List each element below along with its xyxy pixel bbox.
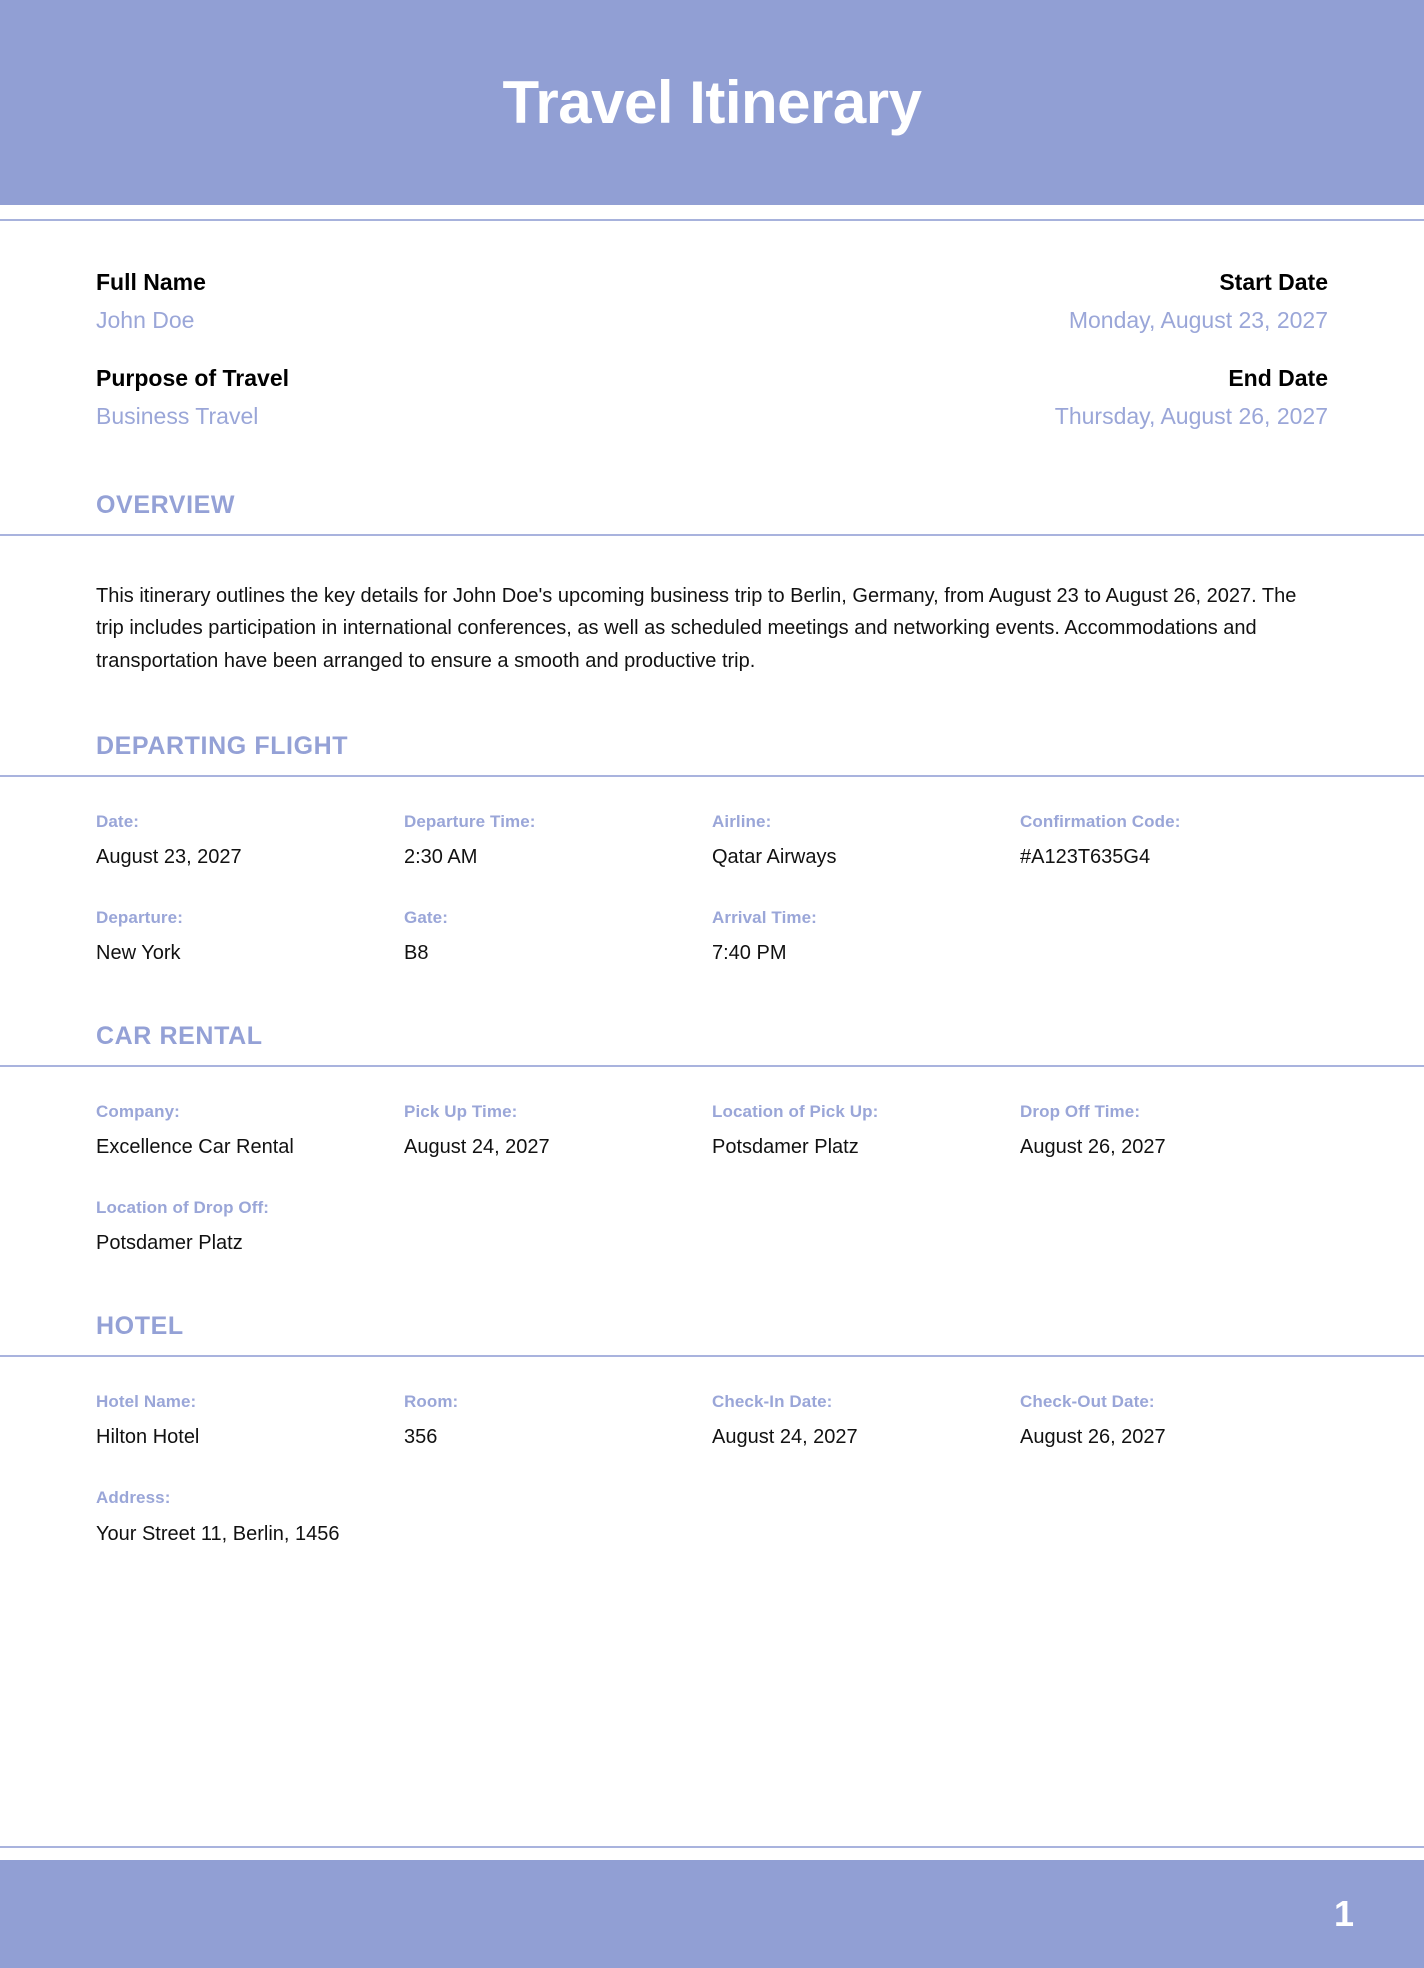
field-value: Hilton Hotel <box>96 1426 200 1449</box>
footer-gap <box>0 1848 1424 1860</box>
field-cell-empty <box>712 1197 1020 1257</box>
field-label: Departure: <box>96 908 183 928</box>
hotel-row-2 <box>96 1487 1328 1547</box>
field-cell <box>96 907 404 967</box>
field-value: #A123T635G4 <box>1020 846 1151 869</box>
field-label: Check-Out Date: <box>1020 1392 1155 1412</box>
field-cell <box>712 907 1020 967</box>
hotel-heading: HOTEL <box>96 1312 184 1341</box>
traveler-row-values-2 <box>96 400 1328 433</box>
footer-spacer <box>0 1697 1424 1846</box>
header-gap <box>0 205 1424 219</box>
document-footer <box>0 1860 1424 1968</box>
field-value: August 26, 2027 <box>1020 1136 1166 1159</box>
traveler-row-labels-1 <box>96 267 1328 298</box>
overview-heading: OVERVIEW <box>96 490 236 519</box>
field-cell-empty <box>1020 1197 1328 1257</box>
hotel-row-1 <box>96 1391 1328 1451</box>
document-body <box>0 221 1424 1697</box>
page-title: Travel Itinerary <box>502 68 922 136</box>
field-value: August 24, 2027 <box>712 1426 858 1449</box>
field-value: Potsdamer Platz <box>712 1136 859 1159</box>
field-label: Arrival Time: <box>712 908 817 928</box>
field-label: Check-In Date: <box>712 1392 833 1412</box>
field-value: 356 <box>404 1426 438 1449</box>
purpose-of-travel-label: Purpose of Travel <box>96 365 290 392</box>
start-date-value: Monday, August 23, 2027 <box>1068 307 1328 334</box>
field-cell-empty <box>404 1487 712 1547</box>
field-label: Hotel Name: <box>96 1392 197 1412</box>
field-cell <box>96 1487 404 1547</box>
overview-heading-wrap <box>96 490 1328 534</box>
traveler-row-labels-2 <box>96 363 1328 394</box>
field-value: Potsdamer Platz <box>96 1232 243 1255</box>
field-label: Address: <box>96 1488 171 1508</box>
end-date-value: Thursday, August 26, 2027 <box>1054 403 1328 430</box>
traveler-row-values-1 <box>96 304 1328 337</box>
departing-flight-heading-wrap <box>96 731 1328 775</box>
departing-flight-heading: DEPARTING FLIGHT <box>96 731 349 760</box>
field-value: Excellence Car Rental <box>96 1136 294 1159</box>
field-cell-empty <box>712 1487 1020 1547</box>
start-date-label: Start Date <box>1219 269 1328 295</box>
field-value: Qatar Airways <box>712 846 837 869</box>
full-name-value: John Doe <box>96 307 195 334</box>
field-value: 7:40 PM <box>712 942 787 965</box>
document-header <box>0 0 1424 205</box>
field-value: August 24, 2027 <box>404 1136 550 1159</box>
field-value: August 26, 2027 <box>1020 1426 1166 1449</box>
full-name-label: Full Name <box>96 269 206 295</box>
hotel-divider <box>0 1355 1424 1357</box>
field-cell <box>96 1101 404 1161</box>
car-rental-row-1 <box>96 1101 1328 1161</box>
field-cell <box>1020 1391 1328 1451</box>
field-label: Departure Time: <box>404 811 536 831</box>
field-label: Date: <box>96 811 140 831</box>
field-cell <box>96 1391 404 1451</box>
field-cell <box>712 1101 1020 1161</box>
field-cell <box>96 1197 404 1257</box>
overview-paragraph: This itinerary outlines the key details for John Doe's upcoming business trip to Berlin, Germany, from August 23 to August 26, 2027. The trip includes participation in international conferences, as well as scheduled meetings and networking events. Accommodations and transportation have been arranged to ensure a smooth and productive trip. <box>96 584 1297 672</box>
field-cell <box>96 811 404 871</box>
field-label: Pick Up Time: <box>404 1102 518 1122</box>
field-cell <box>712 811 1020 871</box>
page-number: 1 <box>1333 1893 1354 1935</box>
purpose-of-travel-value: Business Travel <box>96 403 259 430</box>
field-label: Company: <box>96 1102 180 1122</box>
car-rental-row-2 <box>96 1197 1328 1257</box>
hotel-heading-wrap <box>96 1311 1328 1355</box>
field-cell-empty <box>1020 907 1328 967</box>
end-date-label: End Date <box>1228 365 1328 392</box>
field-value: B8 <box>404 942 429 965</box>
field-cell <box>404 1101 712 1161</box>
departing-flight-row-2 <box>96 907 1328 967</box>
field-label: Gate: <box>404 908 448 928</box>
field-label: Airline: <box>712 811 772 831</box>
field-cell-empty <box>404 1197 712 1257</box>
field-value: Your Street 11, Berlin, 1456 <box>96 1522 340 1545</box>
overview-divider <box>0 534 1424 536</box>
car-rental-heading: CAR RENTAL <box>96 1022 263 1051</box>
field-label: Room: <box>404 1392 459 1412</box>
traveler-details <box>96 221 1328 434</box>
field-cell <box>1020 1101 1328 1161</box>
field-cell <box>404 811 712 871</box>
departing-flight-divider <box>0 775 1424 777</box>
field-value: New York <box>96 942 181 965</box>
field-label: Location of Drop Off: <box>96 1198 270 1218</box>
field-cell-empty <box>1020 1487 1328 1547</box>
field-label: Location of Pick Up: <box>712 1102 879 1122</box>
field-value: August 23, 2027 <box>96 846 242 869</box>
car-rental-heading-wrap <box>96 1021 1328 1065</box>
field-cell <box>712 1391 1020 1451</box>
field-cell <box>404 907 712 967</box>
field-value: 2:30 AM <box>404 846 478 869</box>
field-label: Drop Off Time: <box>1020 1102 1141 1122</box>
field-label: Confirmation Code: <box>1020 811 1181 831</box>
departing-flight-row-1 <box>96 811 1328 871</box>
field-cell <box>1020 811 1328 871</box>
field-cell <box>404 1391 712 1451</box>
car-rental-divider <box>0 1065 1424 1067</box>
